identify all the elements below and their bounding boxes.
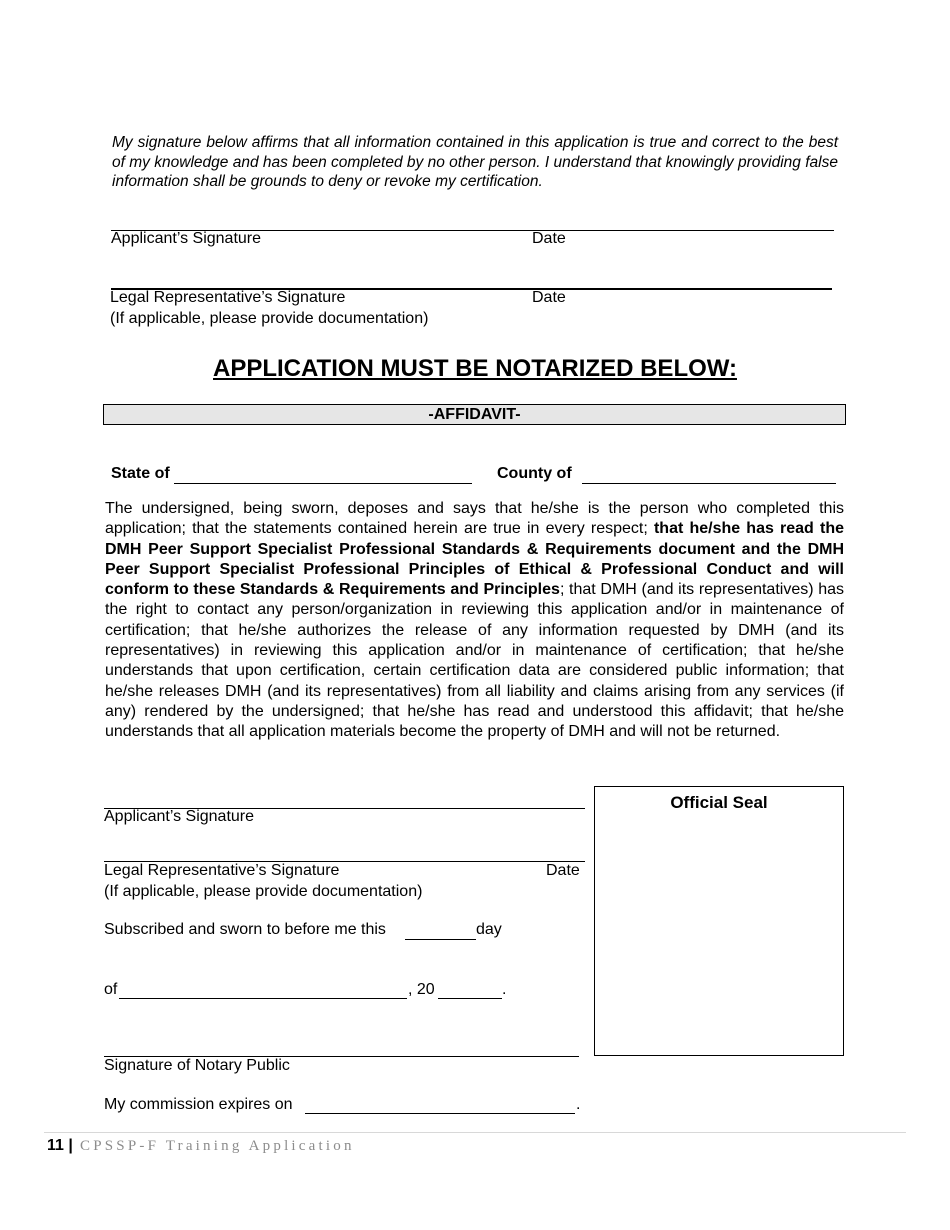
affidavit-paragraph xyxy=(105,499,844,743)
year-period: . xyxy=(502,981,507,998)
affidavit-text-part1: The undersigned, being sworn, deposes and says that he/she is the person who completed this application; that the statements contained herein are true in every respect; xyxy=(105,500,844,538)
state-field[interactable] xyxy=(174,483,472,484)
notary-legal-rep-date-label: Date xyxy=(546,862,580,879)
county-field[interactable] xyxy=(582,483,836,484)
affidavit-text-part2: ; that DMH (and its representatives) has the right to contact any person/organization in reviewing this application and/or in maintenance of certification; that he/she authorizes the release of any information requested by DMH (and its representatives) in reviewing this application and/or in maintenance of certification; that he/she understands that upon certification, certain certification data are considered public information; that he/she releases DMH (and its representatives) from all liability and claims arising from any services (if any) rendered by the undersigned; that he/she has read and understood this affidavit; that he/she understands that all application materials become the property of DMH and will not be returned. xyxy=(105,581,845,741)
notary-legal-rep-signature-label: Legal Representative’s Signature xyxy=(104,862,340,879)
applicant-date-label: Date xyxy=(532,230,566,247)
official-seal-title: Official Seal xyxy=(670,793,768,812)
sworn-day-label: day xyxy=(476,921,502,938)
of-label: of xyxy=(104,981,118,998)
sworn-prefix: Subscribed and sworn to before me this xyxy=(104,921,386,938)
official-seal-box xyxy=(594,786,844,1056)
affidavit-text-bold: that he/she has read the DMH Peer Support Specialist Professional Standards & Requirements document and the DMH Peer Support Specialist Professional Principles of Ethical & Professional Conduct and will conform to these Standards & Requirements and Principles xyxy=(105,520,844,599)
sworn-day-field[interactable] xyxy=(405,939,476,940)
affirmation-text: My signature below affirms that all information contained in this application is true and correct to the best of my knowledge and has been completed by no other person. I understand that knowingly providing false information shall be grounds to deny or revoke my certification. xyxy=(112,134,838,191)
county-label: County of xyxy=(497,465,572,482)
commission-period: . xyxy=(576,1096,581,1113)
notary-heading: APPLICATION MUST BE NOTARIZED BELOW: xyxy=(213,355,737,382)
year-prefix: , 20 xyxy=(408,981,435,998)
applicant-signature-label: Applicant’s Signature xyxy=(111,230,262,247)
notary-legal-rep-note: (If applicable, please provide documentation) xyxy=(104,883,423,900)
notary-applicant-signature-label: Applicant’s Signature xyxy=(104,808,255,825)
month-field[interactable] xyxy=(119,998,407,999)
page-number: 11 | xyxy=(47,1137,73,1154)
notary-signature-label: Signature of Notary Public xyxy=(104,1057,290,1074)
year-field[interactable] xyxy=(438,998,502,999)
legal-rep-signature-label: Legal Representative’s Signature xyxy=(110,289,346,306)
affidavit-header: -AFFIDAVIT- xyxy=(103,404,846,425)
commission-label: My commission expires on xyxy=(104,1096,293,1113)
legal-rep-note: (If applicable, please provide documentation) xyxy=(110,310,429,327)
legal-rep-date-label: Date xyxy=(532,289,566,306)
commission-field[interactable] xyxy=(305,1113,575,1114)
state-label: State of xyxy=(111,465,170,482)
footer-doc-title: CPSSP-F Training Application xyxy=(80,1138,355,1154)
footer-divider xyxy=(44,1132,906,1133)
